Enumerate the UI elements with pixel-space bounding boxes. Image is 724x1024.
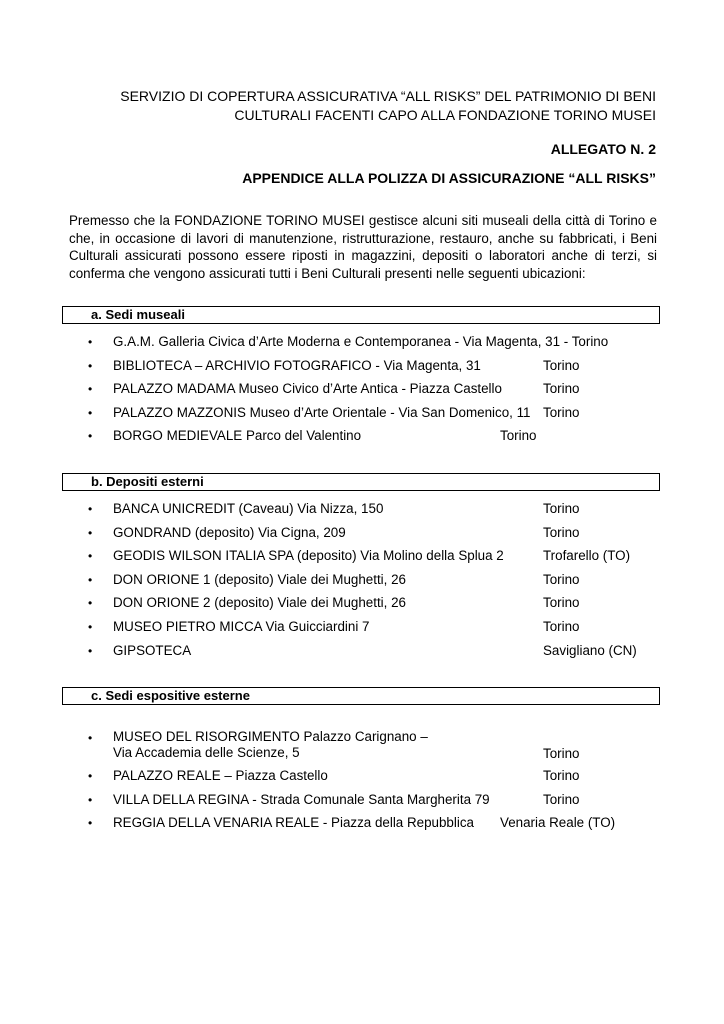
section-header-depositi-esterni: b. Depositi esterni (62, 473, 660, 491)
bullet-icon: • (88, 769, 93, 783)
location-name: PALAZZO MADAMA Museo Civico d’Arte Antica - Piazza Castello (113, 381, 502, 397)
list-item (0, 404, 724, 428)
location-city: Trofarello (TO) (543, 548, 631, 564)
bullet-icon: • (88, 816, 93, 831)
location-name: G.A.M. Galleria Civica d’Arte Moderna e Contemporanea - Via Magenta, 31 - Torino (113, 334, 609, 349)
location-city: Torino (543, 791, 580, 807)
bullet-icon: • (88, 335, 93, 349)
location-name: DON ORIONE 1 (deposito) Viale dei Mughetti, 26 (113, 571, 406, 587)
location-name (113, 729, 428, 761)
location-name-line-1: MUSEO DEL RISORGIMENTO Palazzo Carignano – (113, 729, 428, 744)
list-item (0, 380, 724, 404)
list-sedi-museali (0, 333, 724, 451)
bullet-icon: • (88, 792, 93, 807)
list-item (0, 814, 724, 838)
location-name-line-2: Via Accademia delle Scienze, 5 (113, 745, 300, 760)
bullet-icon: • (88, 382, 93, 397)
list-item (0, 333, 724, 357)
location-name: PALAZZO MAZZONIS Museo d’Arte Orientale - Via San Domenico, 11 (113, 404, 531, 420)
document-title-line-1: SERVIZIO DI COPERTURA ASSICURATIVA “ALL RISKS” DEL PATRIMONIO DI BENI (120, 88, 656, 104)
location-city: Torino (543, 768, 580, 783)
list-item (0, 524, 724, 548)
location-city: Torino (543, 746, 580, 761)
location-name: BORGO MEDIEVALE Parco del Valentino (113, 428, 362, 444)
bullet-icon: • (88, 525, 93, 540)
section-header-sedi-museali: a. Sedi museali (62, 306, 660, 324)
list-item (0, 791, 724, 815)
bullet-icon: • (88, 731, 93, 745)
document-title-line-2: CULTURALI FACENTI CAPO ALLA FONDAZIONE TORINO MUSEI (234, 107, 656, 123)
list-item (0, 594, 724, 618)
location-name: BANCA UNICREDIT (Caveau) Via Nizza, 150 (113, 501, 384, 516)
list-depositi-esterni (0, 500, 724, 665)
bullet-icon: • (88, 502, 93, 516)
appendice-heading: APPENDICE ALLA POLIZZA DI ASSICURAZIONE “ALL RISKS” (242, 170, 656, 186)
list-item (0, 500, 724, 524)
list-item (0, 427, 724, 451)
location-name: MUSEO PIETRO MICCA Via Guicciardini 7 (113, 618, 370, 634)
list-sedi-espositive-esterne (0, 729, 724, 838)
location-city: Torino (543, 595, 580, 611)
bullet-icon: • (88, 358, 93, 373)
location-city: Torino (543, 357, 580, 373)
document-title (56, 87, 656, 125)
location-name: REGGIA DELLA VENARIA REALE - Piazza della Repubblica (113, 815, 474, 831)
bullet-icon: • (88, 643, 93, 658)
location-city: Savigliano (CN) (543, 642, 637, 658)
location-name: GONDRAND (deposito) Via Cigna, 209 (113, 524, 346, 540)
bullet-icon: • (88, 405, 93, 420)
list-item (0, 571, 724, 595)
location-city: Venaria Reale (TO) (500, 815, 616, 831)
intro-paragraph: Premesso che la FONDAZIONE TORINO MUSEI gestisce alcuni siti museali della città di Torino e che, in occasione di lavori di manutenzione, ristrutturazione, restauro, anche su fabbricati, i Beni Culturali assicurati possono essere riposti in magazzini, depositi o laboratori anche di terzi, si conferma che vengono assicurati tutti i Beni Culturali presenti nelle seguenti ubicazioni: (69, 213, 657, 281)
bullet-icon: • (88, 619, 93, 634)
section-header-sedi-espositive-esterne: c. Sedi espositive esterne (62, 687, 660, 705)
list-item (0, 642, 724, 666)
location-city: Torino (500, 428, 537, 444)
location-name: GEODIS WILSON ITALIA SPA (deposito) Via Molino della Splua 2 (113, 548, 504, 564)
list-item (0, 547, 724, 571)
location-name: BIBLIOTECA – ARCHIVIO FOTOGRAFICO - Via Magenta, 31 (113, 357, 481, 373)
list-item (0, 729, 724, 767)
list-item (0, 357, 724, 381)
location-city: Torino (543, 618, 580, 634)
location-name: DON ORIONE 2 (deposito) Viale dei Mughetti, 26 (113, 595, 406, 611)
bullet-icon: • (88, 549, 93, 564)
location-city: Torino (543, 571, 580, 587)
location-city: Torino (543, 501, 580, 516)
allegato-heading: ALLEGATO N. 2 (550, 141, 656, 157)
location-name: VILLA DELLA REGINA - Strada Comunale Santa Margherita 79 (113, 791, 490, 807)
bullet-icon: • (88, 429, 93, 444)
location-name: PALAZZO REALE – Piazza Castello (113, 768, 328, 783)
bullet-icon: • (88, 596, 93, 611)
location-city: Torino (543, 404, 580, 420)
list-item (0, 618, 724, 642)
location-name: GIPSOTECA (113, 642, 192, 658)
location-city: Torino (543, 381, 580, 397)
list-item (0, 767, 724, 791)
location-city: Torino (543, 524, 580, 540)
bullet-icon: • (88, 572, 93, 587)
